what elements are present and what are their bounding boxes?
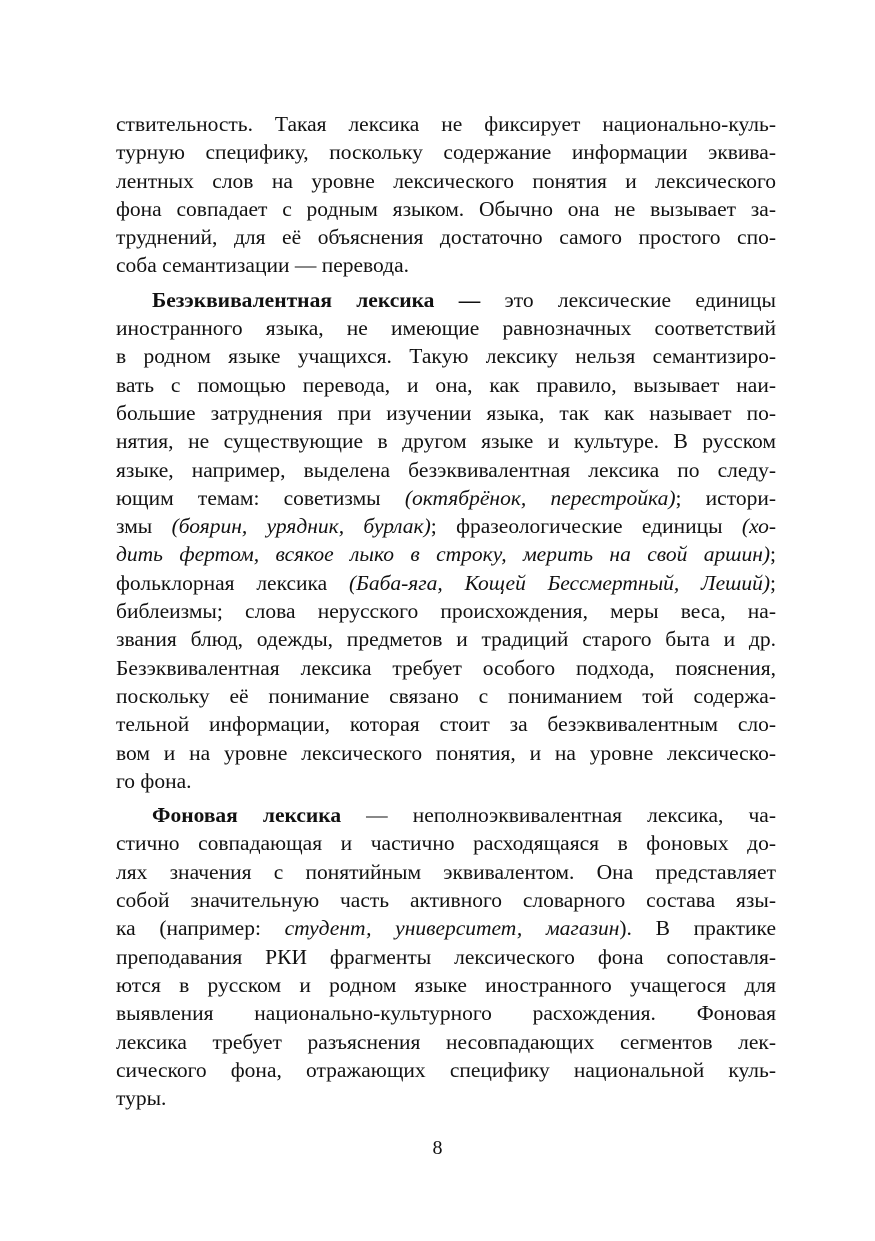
- page-number: 8: [432, 1137, 443, 1159]
- italic-example: (Баба-яга, Кощей Бессмертный, Леший): [348, 570, 771, 595]
- text-line: [116, 484, 776, 512]
- italic-example: (боярин, урядник, бурлак): [171, 514, 431, 539]
- text-line: [116, 767, 776, 795]
- text-segment: ствительность. Такая лексика не фиксирует национально-куль-: [116, 112, 776, 136]
- text-segment: лентных слов на уровне лексического понятия и лексического: [116, 168, 776, 193]
- text-segment: собой значительную часть активного словарного состава язы-: [116, 888, 776, 913]
- text-line: [116, 342, 776, 370]
- text-segment: преподавания РКИ фрагменты лексического фона сопоставля-: [116, 944, 776, 969]
- text-segment: сического фона, отражающих специфику национальной куль-: [116, 1057, 776, 1082]
- text-line: [116, 597, 776, 625]
- text-segment: поскольку её понимание связано с пониманием той содержа-: [116, 683, 776, 708]
- text-line: [116, 654, 776, 682]
- text-segment: ющим темам: советизмы: [116, 485, 405, 510]
- text-line: [116, 999, 776, 1027]
- paragraph: [116, 286, 776, 795]
- text-segment: вать с помощью перевода, и она, как правило, вызывает наи-: [116, 372, 776, 397]
- text-segment: ). В практике: [619, 916, 776, 941]
- bold-term: Безэквивалентная лексика —: [152, 287, 481, 312]
- text-line: [116, 512, 776, 540]
- text-segment: турную специфику, поскольку содержание информации эквива-: [116, 140, 776, 165]
- text-segment: ; фразеологические единицы: [430, 514, 742, 539]
- text-line: [116, 456, 776, 484]
- text-segment: фона совпадает с родным языком. Обычно она не вызывает за-: [116, 196, 776, 221]
- text-segment: в родном языке учащихся. Такую лексику нельзя семантизиро-: [116, 344, 776, 369]
- text-line: [116, 914, 776, 942]
- italic-example: (октябрёнок, перестройка): [404, 485, 676, 510]
- text-segment: нятия, не существующие в другом языке и культуре. В русском: [116, 429, 776, 454]
- text-line: [116, 167, 776, 195]
- text-segment: лексика требует разъяснения несовпадающих сегментов лек-: [116, 1029, 776, 1054]
- text-line: [116, 399, 776, 427]
- text-segment: ;: [770, 570, 777, 595]
- text-segment: вом и на уровне лексического понятия, и на уровне лексическо-: [116, 740, 776, 765]
- text-segment: это лексические единицы: [480, 287, 776, 312]
- text-segment: звания блюд, одежды, предметов и традиций старого быта и др.: [116, 627, 776, 652]
- text-segment: — неполноэквивалентная лексика, ча-: [341, 803, 776, 828]
- text-segment: иностранного языка, не имеющие равнозначных соответствий: [116, 316, 776, 341]
- text-segment: тельной информации, которая стоит за безэквивалентным сло-: [116, 712, 776, 737]
- text-line: [116, 1084, 776, 1112]
- text-line: [116, 540, 776, 568]
- text-line: [116, 886, 776, 914]
- text-segment: Безэквивалентная лексика требует особого подхода, пояснения,: [116, 655, 776, 680]
- paragraph: [116, 801, 776, 1112]
- text-segment: змы: [116, 514, 172, 539]
- text-line: [116, 223, 776, 251]
- text-segment: ка (например:: [116, 916, 285, 941]
- text-line: [116, 251, 776, 279]
- text-line: [116, 371, 776, 399]
- text-line: [116, 286, 776, 314]
- text-segment: библеизмы; слова нерусского происхождения, меры веса, на-: [116, 599, 776, 624]
- text-line: [116, 314, 776, 342]
- text-segment: го фона.: [116, 768, 192, 793]
- text-segment: ;: [770, 542, 776, 567]
- italic-example: (хо-: [741, 514, 776, 539]
- bold-term: Фоновая лексика: [152, 803, 342, 828]
- text-line: [116, 682, 776, 710]
- text-line: [116, 569, 776, 597]
- text-line: [116, 858, 776, 886]
- text-line: [116, 138, 776, 166]
- text-line: [116, 943, 776, 971]
- text-segment: фольклорная лексика: [116, 570, 349, 595]
- text-line: [116, 195, 776, 223]
- text-segment: выявления национально-культурного расхождения. Фоновая: [116, 1001, 776, 1026]
- text-line: [116, 625, 776, 653]
- text-line: [116, 427, 776, 455]
- body-text: [116, 110, 776, 1112]
- text-segment: ются в русском и родном языке иностранного учащегося для: [116, 972, 776, 997]
- text-line: [116, 1056, 776, 1084]
- text-line: [116, 829, 776, 857]
- text-segment: лях значения с понятийным эквивалентом. Она представляет: [116, 859, 776, 884]
- italic-example: студент, университет, магазин: [284, 916, 620, 941]
- text-line: [116, 1028, 776, 1056]
- italic-example: дить фертом, всякое лыко в строку, мерить на свой аршин): [116, 542, 771, 567]
- paragraph: [116, 110, 776, 280]
- text-segment: туры.: [116, 1086, 167, 1111]
- text-segment: большие затруднения при изучении языка, так как называет по-: [116, 400, 776, 425]
- text-segment: труднений, для её объяснения достаточно самого простого спо-: [116, 225, 776, 250]
- text-segment: ; истори-: [675, 485, 776, 510]
- text-segment: языке, например, выделена безэквивалентная лексика по следу-: [116, 457, 776, 482]
- text-line: [116, 801, 776, 829]
- text-segment: стично совпадающая и частично расходящаяся в фоновых до-: [116, 831, 776, 856]
- text-line: [116, 739, 776, 767]
- text-line: [116, 710, 776, 738]
- text-line: [116, 110, 776, 138]
- text-segment: соба семантизации — перевода.: [116, 253, 410, 278]
- text-line: [116, 971, 776, 999]
